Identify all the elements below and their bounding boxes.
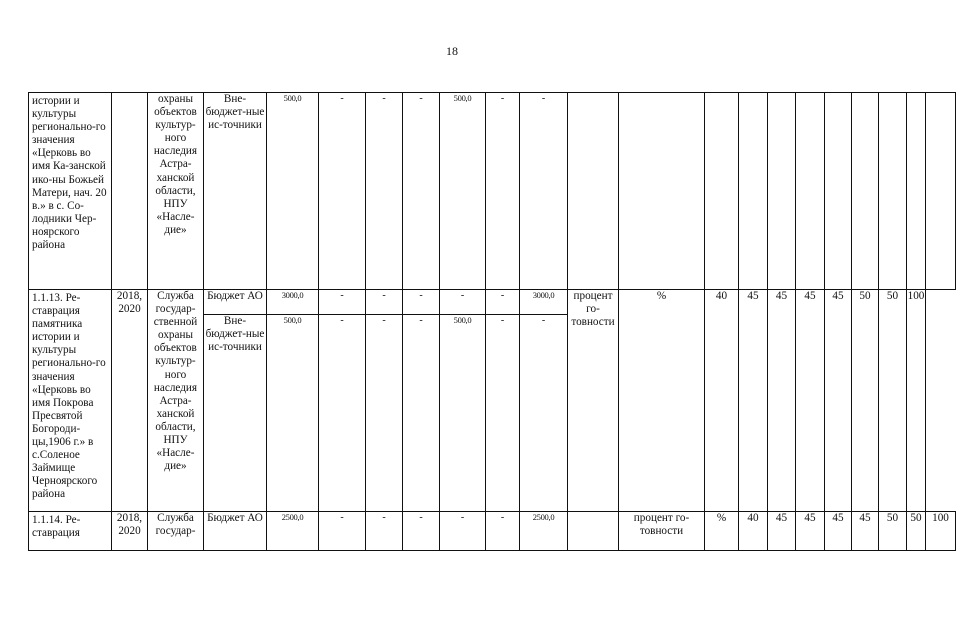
page-number: 18 [446, 44, 458, 58]
year-amount: - [366, 93, 403, 290]
funding-source: Бюджет АО [204, 512, 267, 551]
indicator-value: 45 [768, 512, 796, 551]
year-amount: - [486, 290, 520, 315]
indicator-name: процент го-товности [619, 512, 705, 551]
empty-cell [568, 93, 619, 290]
indicator-unit: % [705, 512, 739, 551]
activity-name: 1.1.14. Ре-ставрация [29, 512, 112, 551]
indicator-value: 50 [879, 290, 907, 512]
indicator-value: 50 [907, 512, 926, 551]
year-amount: - [403, 290, 440, 315]
year-amount: - [403, 315, 440, 512]
indicator-value: 100 [907, 290, 926, 512]
year-amount: - [366, 290, 403, 315]
indicator-value: 45 [852, 512, 879, 551]
year-amount: - [440, 512, 486, 551]
indicator-value: 40 [705, 290, 739, 512]
indicator-name [619, 93, 705, 290]
year-amount: - [520, 93, 568, 290]
indicator-value [879, 93, 907, 290]
funding-source: Бюджет АО [204, 290, 267, 315]
table-row [29, 93, 956, 290]
years-cell: 2018, 2020 [112, 512, 148, 551]
funding-source: Вне-бюджет-ные ис-точники [204, 93, 267, 290]
indicator-value: 50 [879, 512, 907, 551]
total-amount: 3000,0 [267, 290, 319, 315]
year-amount: - [366, 512, 403, 551]
indicator-value: 45 [796, 290, 825, 512]
table-row [29, 512, 956, 551]
funding-source: Вне-бюджет-ные ис-точники [204, 315, 267, 512]
year-amount: - [486, 512, 520, 551]
year-amount: - [319, 315, 366, 512]
year-amount: - [403, 93, 440, 290]
year-amount: - [366, 315, 403, 512]
total-amount: 2500,0 [267, 512, 319, 551]
year-amount: 500,0 [440, 93, 486, 290]
indicator-value [739, 93, 768, 290]
year-amount: - [440, 290, 486, 315]
indicator-unit: % [619, 290, 705, 512]
year-amount: - [403, 512, 440, 551]
indicator-name: процент го-товности [568, 290, 619, 512]
indicator-value: 50 [852, 290, 879, 512]
indicator-value [825, 93, 852, 290]
year-amount: - [319, 512, 366, 551]
activity-name: 1.1.13. Ре-ставрация памятника истории и культуры регионально-го значения «Церковь во имя Покрова Пресвятой Богороди-цы,1906 г.» в с.Соленое Займище Черноярского района [29, 290, 112, 512]
indicator-value: 45 [825, 512, 852, 551]
executor-cell: охраны объектов культур-ного наследия Астра-ханской области, НПУ «Насле-дие» [148, 93, 204, 290]
indicator-unit [705, 93, 739, 290]
indicator-value [926, 93, 956, 290]
year-amount: - [486, 93, 520, 290]
years-cell: 2018, 2020 [112, 290, 148, 512]
program-table [28, 92, 956, 551]
year-amount: 2500,0 [520, 512, 568, 551]
executor-cell: Служба государ- [148, 512, 204, 551]
total-amount: 500,0 [267, 315, 319, 512]
years-cell [112, 93, 148, 290]
year-amount: 3000,0 [520, 290, 568, 315]
indicator-value [852, 93, 879, 290]
year-amount: - [319, 290, 366, 315]
indicator-value: 45 [825, 290, 852, 512]
indicator-value: 100 [926, 512, 956, 551]
indicator-value [907, 93, 926, 290]
year-amount: - [520, 315, 568, 512]
empty-cell [568, 512, 619, 551]
total-amount: 500,0 [267, 93, 319, 290]
table-row [29, 290, 956, 315]
indicator-value [768, 93, 796, 290]
executor-cell: Служба государ-ственной охраны объектов культур-ного наследия Астра-ханской области, НПУ «Насле-дие» [148, 290, 204, 512]
indicator-value: 45 [796, 512, 825, 551]
indicator-value [796, 93, 825, 290]
year-amount: - [319, 93, 366, 290]
year-amount: 500,0 [440, 315, 486, 512]
indicator-value: 40 [739, 512, 768, 551]
indicator-value: 45 [739, 290, 768, 512]
indicator-value: 45 [768, 290, 796, 512]
activity-name: истории и культуры регионально-го значения «Церковь во имя Ка-занской ико-ны Божьей Матери, нач. 20 в.» в с. Со-лодники Чер-ноярского района [29, 93, 112, 290]
year-amount: - [486, 315, 520, 512]
